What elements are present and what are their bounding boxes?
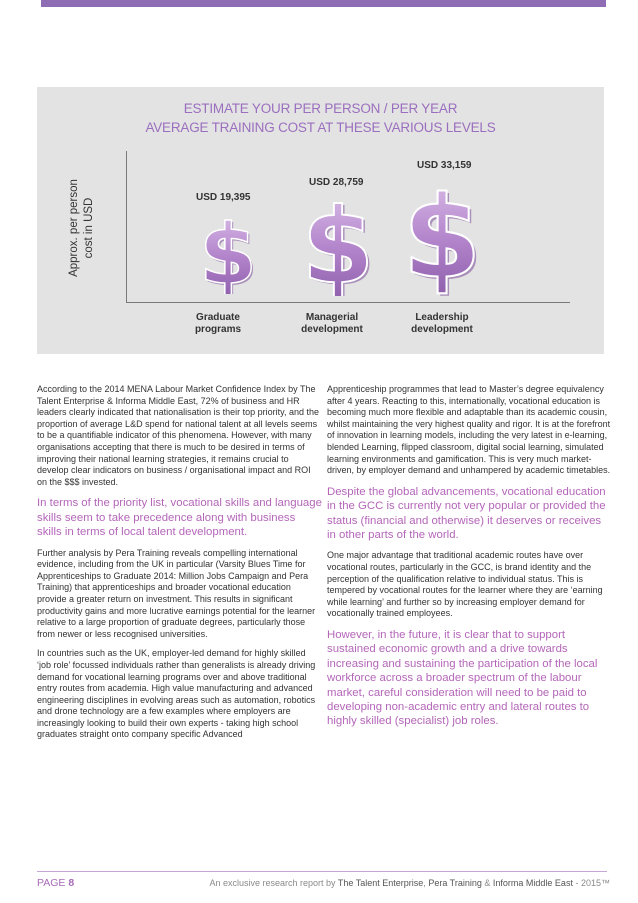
chart-title-line-2: AVERAGE TRAINING COST AT THESE VARIOUS LEVELS [145, 120, 496, 135]
pull-quote: However, in the future, it is clear that to support sustained economic growth and a drive towards increasing and sustaining the participation of the local workforce across a broader spectrum of the labour market, careful consideration will need to be paid to developing non-academic entry and lateral routes to highly skilled (specialist) job roles. [327, 628, 598, 728]
category-leadership [387, 312, 497, 336]
cost-chart [37, 87, 604, 354]
footer-credit [210, 878, 611, 888]
footer-org-talent-enterprise: The Talent Enterprise [337, 878, 424, 888]
y-axis-line [126, 151, 127, 302]
body-paragraph: One major advantage that traditional academic routes have over vocational routes, particularly in the GCC, is brand identity and the perception of the qualification relative to individual status. This is tempered by vocational routes for the learner where they are ‘earning while learning’ and further so by increasing employer demand for vocationally trained employees. [327, 550, 603, 619]
body-paragraph: Apprenticeship programmes that lead to Master’s degree equivalency after 4 years. Reacting to this, internationally, vocational education is becoming much more flexible and adaptable than its academic cousin, whilst maintaining the very highest quality and rigor. It is at the forefront of innovation in learning models, including the very latest in e-learning, blended Learning, flipped classroom, digital social learning, simulated learning environments and gamification. This is very much market-driven, by employer demand and unhampered by academic timetables. [327, 384, 611, 476]
x-axis-line [126, 302, 570, 303]
category-graduate-line-2: programs [194, 324, 242, 335]
footer-separator: & [484, 878, 491, 888]
page-label: PAGE [37, 877, 66, 889]
pull-quote: In terms of the priority list, vocational skills and language skills seem to take precedence along with business skills in terms of local talent development. [37, 497, 322, 539]
y-axis-label-line-1: Approx. per person [68, 179, 80, 277]
right-text-column [327, 384, 612, 737]
chart-title-line-1: ESTIMATE YOUR PER PERSON / PER YEAR [183, 101, 458, 116]
left-text-column [37, 384, 322, 749]
footer-org-pera-training: Pera Training [428, 878, 482, 888]
footer-suffix: - 2015™ [575, 878, 610, 888]
footer-separator: , [423, 878, 426, 888]
category-leadership-line-1: Leadership [415, 312, 469, 323]
body-paragraph: In countries such as the UK, employer-led demand for highly skilled ‘job role’ focussed individuals rather than generalists is already driving demand for vocational learning programs over and above traditional entry routes from academia. High value manufacturing and advanced engineering disciplines in evolving areas such as automation, robotics and drone technology are a few examples where employers are increasingly looking to build their own experts - taking high school graduates straight onto company specific Advanced [37, 648, 316, 740]
value-label-graduate: USD 19,395 [196, 192, 251, 203]
body-paragraph: Further analysis by Pera Training reveals compelling international evidence, including from the UK in particular (Varsity Blues Time for Apprenticeships to Graduate 2014: Million Jobs Campaign and Pera Training) that apprenticeships and broader vocational education provide a greater return on investment. This results in significant productivity gains and more lucrative earnings potential for the learner relative to a large proportion of graduate degrees, particularly those from newer or less recognised universities. [37, 547, 316, 639]
y-axis-label-line-2: cost in USD [83, 197, 95, 259]
dollar-sign-icon [401, 179, 483, 297]
page-number [37, 877, 74, 889]
dollar-sign-icon [190, 216, 266, 294]
category-graduate-line-1: Graduate [196, 312, 240, 323]
category-leadership-line-2: development [411, 324, 473, 335]
category-managerial [277, 312, 387, 336]
body-paragraph: According to the 2014 MENA Labour Market Confidence Index by The Talent Enterprise & Informa Middle East, 72% of business and HR leaders clearly indicated that nationalisation is their top priority, and the proportion of average L&D spend for national talent at all levels seems to be a quantifiable indicator of this phenomena. However, with many organisations accepting that there is much to be desired in terms of improving their national learning strategies, it remains crucial to develop clear indicators on business / organisational impact and ROI on the $$$ invested. [37, 384, 319, 487]
category-graduate [163, 312, 273, 336]
top-accent-bar [41, 0, 606, 7]
footer-org-informa: Informa Middle East [492, 878, 573, 888]
dollar-sign-icon [298, 198, 378, 296]
value-label-leadership: USD 33,159 [417, 160, 472, 171]
category-managerial-line-2: development [301, 324, 363, 335]
page-number-value: 8 [68, 877, 75, 889]
y-axis-label [67, 158, 97, 298]
pull-quote: Despite the global advancements, vocational education in the GCC is currently not very popular or provided the status (financial and otherwise) it deserves or receives in other parts of the world. [327, 485, 606, 541]
category-managerial-line-1: Managerial [305, 312, 359, 323]
footer-divider [37, 871, 607, 872]
value-label-managerial: USD 28,759 [309, 177, 364, 188]
footer-prefix: An exclusive research report by [209, 878, 336, 888]
